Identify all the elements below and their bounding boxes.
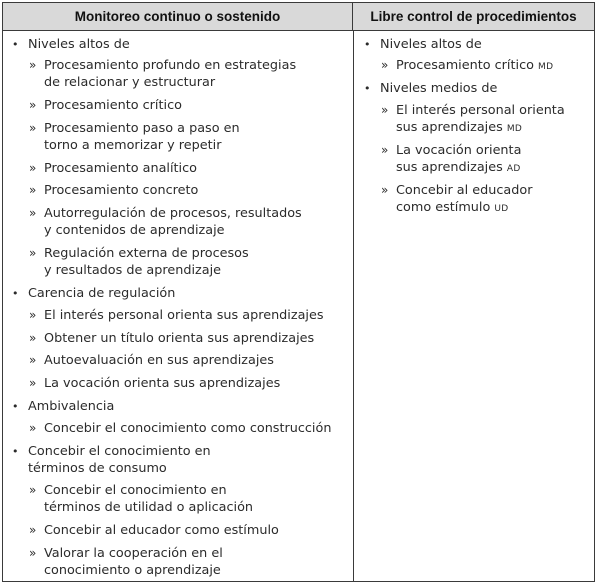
level-tag: AD bbox=[506, 164, 521, 174]
item-line-1: Autoevaluación en sus aprendizajes bbox=[44, 353, 274, 368]
bullet: • bbox=[364, 82, 371, 95]
item-line-2: torno a memorizar y repetir bbox=[44, 138, 222, 153]
arrow-bullet: » bbox=[29, 121, 37, 135]
header-right: Libre control de procedimientos bbox=[353, 3, 594, 31]
arrow-bullet: » bbox=[29, 58, 37, 72]
level-tag: UD bbox=[494, 204, 509, 214]
group-label: Niveles medios de bbox=[380, 81, 498, 96]
item-line-2: términos de utilidad o aplicación bbox=[44, 500, 254, 515]
group-label: Niveles altos de bbox=[380, 37, 482, 52]
item-line-2: de relacionar y estructurar bbox=[44, 75, 216, 90]
item-line-1: Concebir el conocimiento en bbox=[44, 483, 227, 498]
item-line-1: El interés personal orienta sus aprendizajes bbox=[44, 308, 324, 323]
item-line-1: Procesamiento analítico bbox=[44, 161, 197, 176]
header-left: Monitoreo continuo o sostenido bbox=[3, 3, 353, 31]
item-line-2: y resultados de aprendizaje bbox=[44, 263, 222, 278]
arrow-bullet: » bbox=[381, 103, 389, 117]
item-line-1: Procesamiento crítico bbox=[44, 98, 182, 113]
item-line-1: Regulación externa de procesos bbox=[44, 246, 249, 261]
bullet: • bbox=[12, 445, 19, 458]
level-tag: MD bbox=[506, 124, 523, 134]
item-line-1: Concebir el conocimiento como construcción bbox=[44, 421, 332, 436]
bullet: • bbox=[12, 400, 19, 413]
arrow-bullet: » bbox=[29, 523, 37, 537]
arrow-bullet: » bbox=[29, 483, 37, 497]
item-line-1: Procesamiento crítico MD bbox=[396, 58, 554, 73]
arrow-bullet: » bbox=[381, 58, 389, 72]
item-line-2: sus aprendizajes MD bbox=[396, 120, 523, 135]
arrow-bullet: » bbox=[29, 98, 37, 112]
item-line-1: La vocación orienta sus aprendizajes bbox=[44, 376, 281, 391]
group-label: Niveles altos de bbox=[28, 37, 130, 52]
item-line-1: Procesamiento profundo en estrategias bbox=[44, 58, 297, 73]
arrow-bullet: » bbox=[29, 308, 37, 322]
bullet: • bbox=[12, 38, 19, 51]
item-line-1: Procesamiento concreto bbox=[44, 183, 199, 198]
arrow-bullet: » bbox=[381, 143, 389, 157]
arrow-bullet: » bbox=[29, 161, 37, 175]
item-line-2: como estímulo UD bbox=[396, 200, 509, 215]
arrow-bullet: » bbox=[29, 421, 37, 435]
group-label-line-1: Concebir el conocimiento en bbox=[28, 444, 211, 459]
arrow-bullet: » bbox=[29, 546, 37, 560]
item-line-2: y contenidos de aprendizaje bbox=[44, 223, 225, 238]
arrow-bullet: » bbox=[29, 353, 37, 367]
item-line-1: Procesamiento paso a paso en bbox=[44, 121, 240, 136]
arrow-bullet: » bbox=[29, 331, 37, 345]
item-line-2: conocimiento o aprendizaje bbox=[44, 563, 221, 578]
comparison-table bbox=[2, 2, 595, 582]
item-line-1: Autorregulación de procesos, resultados bbox=[44, 206, 302, 221]
bullet: • bbox=[12, 287, 19, 300]
group-label-line-2: términos de consumo bbox=[28, 461, 167, 476]
group-label: Carencia de regulación bbox=[28, 286, 176, 301]
arrow-bullet: » bbox=[29, 376, 37, 390]
arrow-bullet: » bbox=[29, 246, 37, 260]
arrow-bullet: » bbox=[29, 206, 37, 220]
item-line-1: Valorar la cooperación en el bbox=[44, 546, 223, 561]
bullet: • bbox=[364, 38, 371, 51]
item-line-1: El interés personal orienta bbox=[396, 103, 565, 118]
arrow-bullet: » bbox=[381, 183, 389, 197]
arrow-bullet: » bbox=[29, 183, 37, 197]
level-tag: MD bbox=[538, 62, 554, 72]
column-divider bbox=[353, 31, 354, 581]
item-line-1: Obtener un título orienta sus aprendizajes bbox=[44, 331, 315, 346]
item-line-1: Concebir al educador bbox=[396, 183, 533, 198]
item-line-1: La vocación orienta bbox=[396, 143, 522, 158]
item-line-2: sus aprendizajes AD bbox=[396, 160, 521, 175]
item-line-1: Concebir al educador como estímulo bbox=[44, 523, 279, 538]
group-label: Ambivalencia bbox=[28, 399, 115, 414]
